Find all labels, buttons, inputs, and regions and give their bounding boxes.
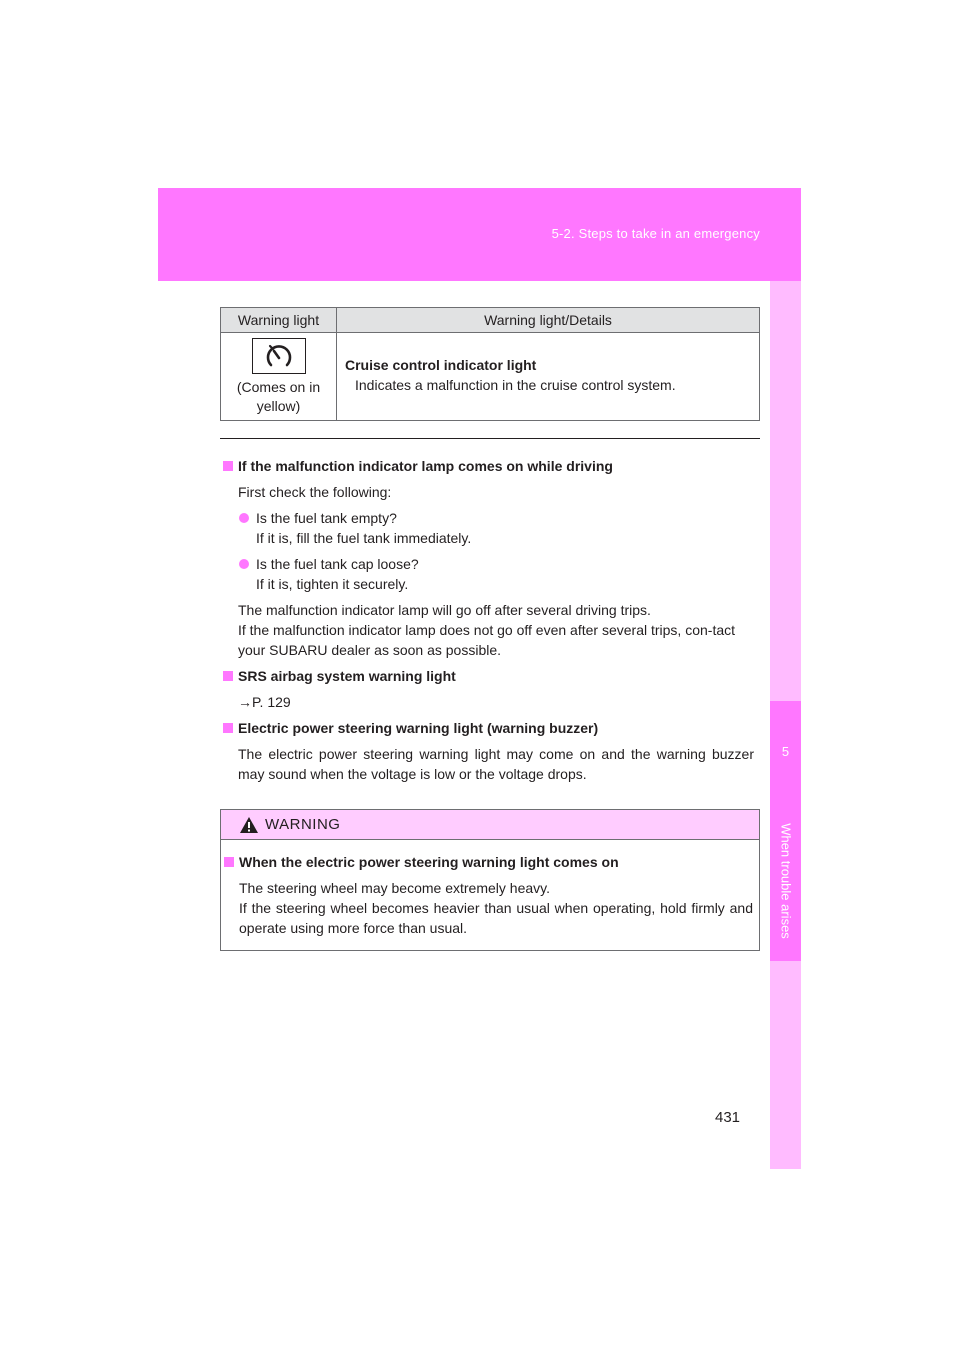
warning-box <box>220 809 760 951</box>
chapter-label <box>770 801 801 961</box>
chapter-label-text: When trouble arises <box>778 823 793 939</box>
lamp-off-text: The malfunction indicator lamp will go off after several driving trips. <box>238 602 651 618</box>
warning-header <box>221 810 759 840</box>
body-content <box>220 456 760 790</box>
warning-light-table <box>220 307 760 421</box>
page-reference: →P. 129 <box>238 694 291 710</box>
col-details: Warning light/Details <box>337 308 760 333</box>
warning-label: WARNING <box>265 816 341 833</box>
warning-body <box>221 840 759 938</box>
bullet-fuel-cap <box>220 554 760 594</box>
warning-line-1: The steering wheel may become extremely heavy. <box>239 880 550 896</box>
detail-text: Indicates a malfunction in the cruise control system. <box>355 377 676 393</box>
bullet-question: Is the fuel tank empty? <box>256 510 397 526</box>
heading-power-steering: Electric power steering warning light (warning buzzer) <box>220 718 760 738</box>
warning-heading: When the electric power steering warning light comes on <box>221 852 753 872</box>
warning-triangle-icon <box>239 816 259 834</box>
warning-line-2: If the steering wheel becomes heavier than usual when operating, hold firmly and operate using more force than usual. <box>239 900 753 936</box>
bullet-question: Is the fuel tank cap loose? <box>256 556 419 572</box>
bullet-answer: If it is, fill the fuel tank immediately. <box>256 530 472 546</box>
power-steering-text: The electric power steering warning light may come on and the warning buzzer may sound when the voltage is low or the voltage drops. <box>238 746 754 782</box>
table-header-row <box>221 308 760 333</box>
bullet-answer: If it is, tighten it securely. <box>256 576 409 592</box>
table-row <box>221 333 760 421</box>
contact-dealer-text: If the malfunction indicator lamp does not go off even after several trips, con-tact your SUBARU dealer as soon as possible. <box>238 622 736 658</box>
chapter-number: 5 <box>770 701 801 801</box>
bullet-fuel-empty <box>220 508 760 548</box>
heading-srs-airbag: SRS airbag system warning light <box>220 666 760 686</box>
col-warning-light: Warning light <box>221 308 337 333</box>
section-divider <box>220 438 760 439</box>
header-band <box>158 188 801 281</box>
cruise-control-icon <box>252 338 306 374</box>
detail-title: Cruise control indicator light <box>345 357 537 373</box>
icon-caption: (Comes on in yellow) <box>236 379 321 414</box>
icon-cell <box>221 333 337 421</box>
section-title: 5-2. Steps to take in an emergency <box>551 226 760 241</box>
intro-text: First check the following: <box>238 484 392 500</box>
heading-malfunction-lamp: If the malfunction indicator lamp comes on while driving <box>220 456 760 476</box>
page-number: 431 <box>715 1109 741 1126</box>
detail-cell <box>337 333 760 421</box>
